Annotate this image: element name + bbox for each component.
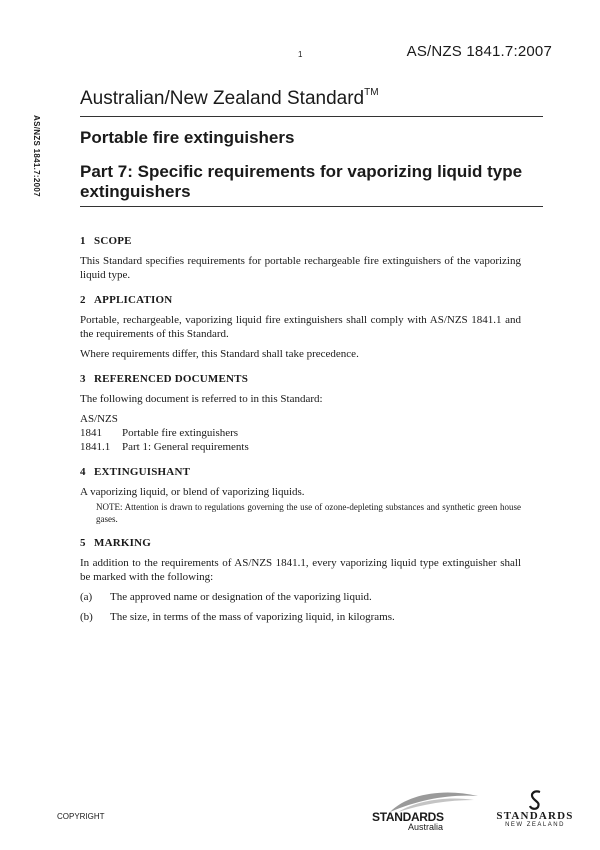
document-part-title: Part 7: Specific requirements for vaporizing liquid type extinguishers xyxy=(80,162,523,201)
document-id: AS/NZS 1841.7:2007 xyxy=(406,43,552,60)
reference-code: 1841.1 xyxy=(80,441,111,453)
section-text: The following document is referred to in this Standard: xyxy=(80,393,323,405)
list-marker: (a) xyxy=(80,591,93,603)
reference-item xyxy=(80,426,521,440)
logo-wordmark: STANDARDS xyxy=(372,810,444,824)
trademark-mark: TM xyxy=(364,87,379,98)
logo-subtitle: Australia xyxy=(408,822,444,832)
standards-australia-logo xyxy=(370,790,482,834)
reference-group: AS/NZS xyxy=(80,413,118,425)
section-heading: 4 EXTINGUISHANT xyxy=(80,466,191,478)
section-text: Where requirements differ, this Standard shall take precedence. xyxy=(80,348,359,360)
standard-heading xyxy=(80,87,379,110)
document-title: Portable fire extinguishers xyxy=(80,128,295,147)
side-document-label: AS/NZS 1841.7:2007 xyxy=(32,115,41,197)
reference-title: Portable fire extinguishers xyxy=(122,427,239,439)
section-heading: 5 MARKING xyxy=(80,537,152,549)
section-heading: 1 SCOPE xyxy=(80,235,132,247)
page-number: 1 xyxy=(298,50,303,59)
list-item xyxy=(80,590,521,604)
section-note: NOTE: Attention is drawn to regulations governing the use of ozone-depleting substances and synthetic green house gases. xyxy=(96,502,521,524)
copyright-notice: COPYRIGHT xyxy=(57,812,105,821)
reference-item xyxy=(80,440,521,454)
section-scope xyxy=(80,234,521,282)
section-heading: 2 APPLICATION xyxy=(80,294,173,306)
logo-wordmark: STANDARDS xyxy=(496,810,574,822)
standards-new-zealand-logo xyxy=(490,790,580,834)
reference-title: Part 1: General requirements xyxy=(122,441,249,453)
logo-subtitle: NEW ZEALAND xyxy=(505,822,565,828)
section-extinguishant xyxy=(80,465,521,525)
section-referenced-documents xyxy=(80,372,521,454)
title-divider xyxy=(80,206,543,207)
section-marking xyxy=(80,536,521,624)
top-divider xyxy=(80,116,543,117)
section-text: This Standard specifies requirements for portable rechargeable fire extinguishers of the vaporizing liquid type. xyxy=(80,255,521,281)
section-text: A vaporizing liquid, or blend of vaporizing liquids. xyxy=(80,486,305,498)
reference-code: 1841 xyxy=(80,427,102,439)
s-mark-icon xyxy=(528,790,544,810)
section-text: Portable, rechargeable, vaporizing liquid fire extinguishers shall comply with AS/NZS 1841.1 and the requirements of this Standard. xyxy=(80,314,521,340)
list-text: The approved name or designation of the vaporizing liquid. xyxy=(110,591,372,603)
list-text: The size, in terms of the mass of vaporizing liquid, in kilograms. xyxy=(110,611,395,623)
standard-heading-text: Australian/New Zealand Standard xyxy=(80,88,365,109)
section-application xyxy=(80,293,521,361)
list-marker: (b) xyxy=(80,611,93,623)
document-body xyxy=(80,234,521,635)
list-item xyxy=(80,610,521,624)
section-heading: 3 REFERENCED DOCUMENTS xyxy=(80,373,249,385)
section-text: In addition to the requirements of AS/NZS 1841.1, every vaporizing liquid type extinguisher shall be marked with the following: xyxy=(80,557,521,583)
